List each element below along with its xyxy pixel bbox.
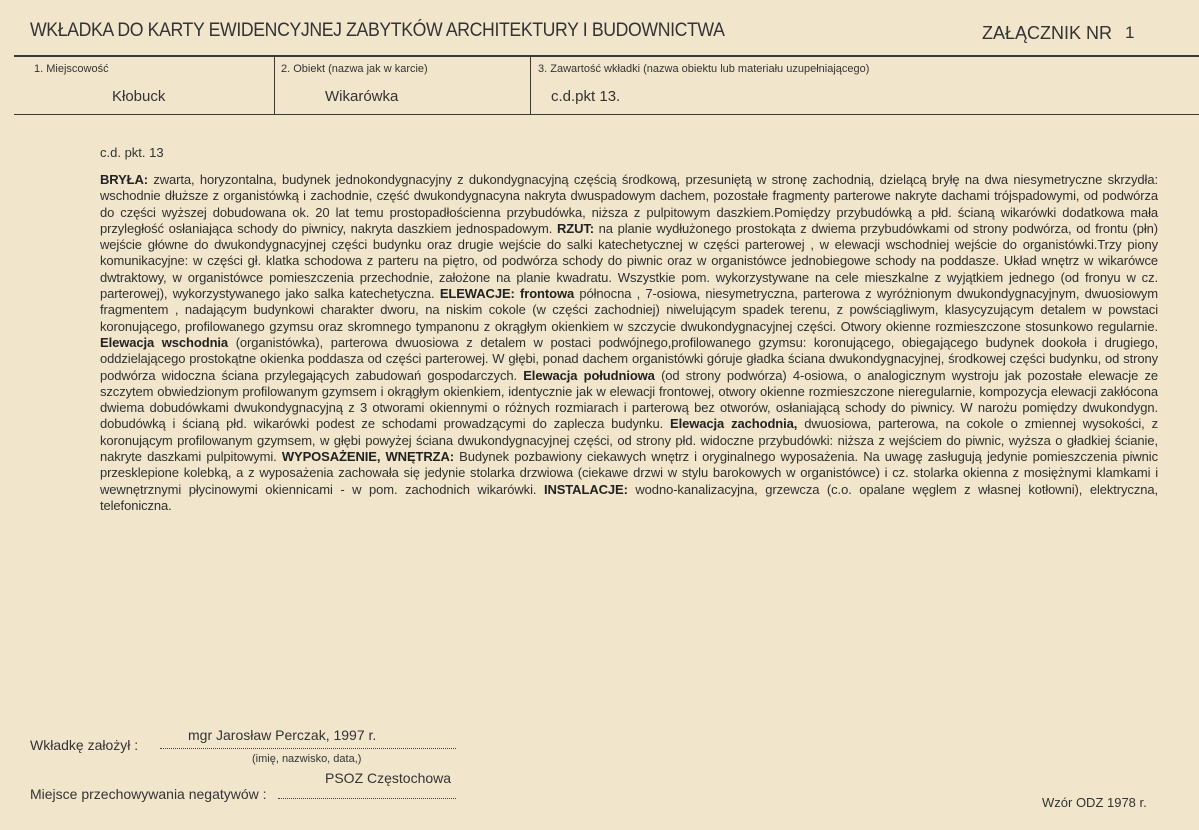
storage-value: PSOZ Częstochowa xyxy=(325,770,452,786)
field-value-object: Wikarówka xyxy=(325,88,399,105)
section-heading: Elewacja zachodnia, xyxy=(670,416,798,432)
storage-label: Miejsce przechowywania negatywów : xyxy=(30,786,267,802)
author-dotted-line xyxy=(160,748,456,749)
field-label-object: 2. Obiekt (nazwa jak w karcie) xyxy=(281,63,428,75)
section-heading: RZUT: xyxy=(556,220,594,236)
section-text: (od strony podwórza) 4-osiowa, o analogicznym wystroju jak pozostałe elewacje ze szczytem obwiedzionym profilowanym gzymsem i okrągłym okienkiem, identycznie jak w elewacji frontowej, otwory okienne rozmieszczone nieregularnie, kompozycja elewacji zakłócona dwiema dobudówkami dwukondygnacyjną z 3 otworami okiennymi o różnych rozmiarach i parterową bez otworów, osłaniającą schody do piwnicy. W narożu pomiędzy dwukondygn. dobudówką i ścianą płd. wikarówki podest ze schodami prowadzącymi do zaplecza budynku. xyxy=(100,367,1158,432)
field-label-locality: 1. Miejscowość xyxy=(34,63,109,75)
document-title: WKŁADKA DO KARTY EWIDENCYJNEJ ZABYTKÓW ARCHITEKTURY I BUDOWNICTWA xyxy=(30,20,725,41)
section-heading: INSTALACJE: xyxy=(543,481,628,497)
section-text: północna , 7-osiowa, niesymetryczna, parterowa z wyróżnionym dwukondygnacyjnym, dwuosiowym fragmentem , nadającym budynkowi charakter dworu, na niskim cokole (w części zachodniej) niwelującym spadek terenu, z powściągliwym, klasycyzującym detalem w powstaci koronującego, profilowanego gzymsu oraz skromnego tympanonu z okrągłym okienkiem w szczycie dwukondygnacyjnej części. Otwory okienne rozmieszczone stosunkowo regularnie. xyxy=(100,286,1158,334)
founded-label: Wkładkę założył : xyxy=(30,737,139,753)
field-value-locality: Kłobuck xyxy=(112,88,166,105)
section-text: Budynek pozbawiony ciekawych wnętrz i oryginalnego wyposażenia. Na uwagę zasługują jedynie pomieszczenia piwnic przesklepione kolebką, a z wyposażenia zachowała się jedynie stolarka drzwiowa (ciekawe drzwi w stylu barokowych w organistówce) i cz. stolarka okienna z mosiężnymi klamkami i wewnętrznymi płycinowymi okiennicami - w pom. zachodnich wikarówki. xyxy=(100,449,1158,497)
field-value-contents: c.d.pkt 13. xyxy=(551,88,621,105)
field-divider xyxy=(274,56,275,114)
annex-label: ZAŁĄCZNIK NR xyxy=(982,23,1113,43)
description-text xyxy=(100,172,1158,514)
section-text: zwarta, horyzontalna, budynek jednokondygnacyjny z dukondygnacyjną częścią środkową, przesuniętą w stronę zachodnią, dzielącą bryłę na dwa niesymetryczne skrzydła: wschodnie dłuższe z organistówką i zachodnie, część dwukondygnacyna nakryta dwuspadowym dachem, pozostałe fragmenty parterowe nakryte dachami trójspadowymi, od podwórza do części wyższej dobudowana ok. 20 lat temu prostopadłościenna przybudówka, niższa z pulpitowym daszkiem.Pomiędzy przybudówką a płd. ścianą wikarówki dodatkowa mała przyległość osłaniająca schody do piwnicy, nakryta daszkiem jednospadowym. xyxy=(100,172,1158,236)
header-bottom-rule xyxy=(14,114,1199,115)
annex-number: 1 xyxy=(1125,23,1135,42)
storage-dotted-line xyxy=(278,798,456,799)
field-divider xyxy=(530,56,531,114)
section-heading: ELEWACJE: frontowa xyxy=(439,286,575,302)
continuation-heading: c.d. pkt. 13 xyxy=(100,145,164,160)
section-text: dwuosiowa, parterowa, na cokole o zmiennej wysokości, z koronującym profilowanym gzymsem, w głębi powyżej ściana dwukondygnacyjnej części, od strony płd. widoczne przybudówki: niższa z wejściem do piwnic, wyższa o gładkiej ścianie, nakryte daszkami pulpitowymi. xyxy=(100,416,1158,465)
section-heading: BRYŁA: xyxy=(100,172,149,187)
form-template-label: Wzór ODZ 1978 r. xyxy=(1042,795,1147,810)
section-text: na planie wydłużonego prostokąta z dwiema przybudówkami od strony podwórza, od frontu (płn) wejście główne do dwukondygnacyjnej części budynku oraz drugie wejście do salki katechetycznej w części parterowej , w elewacji wschodniej wejście do organistówki.Trzy piony komunikacyjne: w części gł. klatka schodowa z parteru na piętro, od podwórza schody do piwnic oraz w organistówce jednobiegowe schody na poddasze. Układ wnętrz w wikarówce dwtraktowy, w organistówce pomieszczenia przechodnie, założone na planie kwadratu. Wszystkie pom. wykorzystywane na cele mieszkalne z wyjątkiem jednego (od fronyu w cz. parterowej), wykorzystywanego jako salka katechetyczna. xyxy=(100,220,1158,302)
author-value: mgr Jarosław Perczak, 1997 r. xyxy=(188,727,377,743)
section-heading: Elewacja wschodnia xyxy=(100,334,229,350)
author-hint: (imię, nazwisko, data,) xyxy=(252,753,362,765)
section-text: (organistówka), parterowa dwuosiowa z detalem w postaci podwójnego,profilowanego gzymsu: koronującego, obiegającego budynek dookoła i drugiego, oddzielającego prostokątne okienka poddasza od części parterowej. W głębi, ponad dachem organistówki góruje gładka ściana dwukondygnacyjnej, środkowej części budynku, od strony podwórza widoczna ściana przylegających zabudowań gospodarczych. xyxy=(100,334,1158,383)
field-label-contents: 3. Zawartość wkładki (nazwa obiektu lub materiału uzupełniającego) xyxy=(538,63,870,75)
section-heading: WYPOSAŻENIE, WNĘTRZA: xyxy=(281,449,455,465)
header-top-rule xyxy=(14,55,1199,57)
section-heading: Elewacja południowa xyxy=(523,367,655,383)
section-text: wodno-kanalizacyjna, grzewcza (c.o. opalane węglem z własnej kotłowni), elektryczna, telefoniczna. xyxy=(100,481,1158,513)
